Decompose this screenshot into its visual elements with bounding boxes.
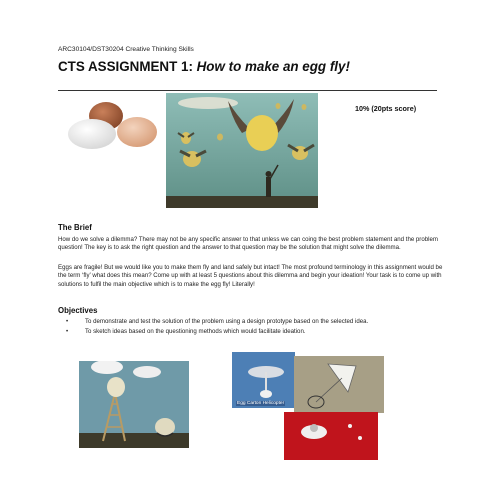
egg-on-ladder bbox=[107, 377, 125, 397]
course-code: ARC30104/DST30204 Creative Thinking Skills bbox=[58, 46, 194, 53]
egg-craft-collage bbox=[232, 352, 384, 460]
objectives-heading: Objectives bbox=[58, 306, 98, 315]
page-title bbox=[58, 59, 350, 74]
brown-egg-right bbox=[117, 117, 157, 147]
title-divider bbox=[58, 90, 437, 91]
objectives-list bbox=[66, 318, 426, 339]
objective-text: To sketch ideas based on the questioning methods which would facilitate ideation. bbox=[85, 328, 306, 336]
list-item bbox=[66, 328, 426, 336]
list-item bbox=[66, 318, 426, 326]
score-label: 10% (20pts score) bbox=[355, 104, 417, 113]
bullet-icon: • bbox=[66, 328, 69, 336]
brief-heading: The Brief bbox=[58, 223, 92, 232]
collage-caption: Egg Carton Helicopter bbox=[237, 401, 285, 406]
three-eggs-image bbox=[60, 100, 160, 152]
brief-paragraph-2: Eggs are fragile! But we would like you to make them fly and land safely but intact! The most profound terminology in this assignment would be the term ‘fly’ what does this mean? Come up with at least 5 questions about this dilemma and begin your ideation! Your task is to come up with solutions to fulfil the main objective which is to make the egg fly! Literally! bbox=[58, 264, 443, 288]
flying-eggs-painting bbox=[166, 93, 318, 208]
objective-text: To demonstrate and test the solution of the problem using a design prototype based on the selected idea. bbox=[85, 318, 369, 325]
ladder-egg-image bbox=[79, 361, 189, 448]
brief-paragraph-1: How do we solve a dilemma? There may not be any specific answer to that unless we can coing the best problem statement and the problem question! The key is to ask the right question and the answer to that question may be the solution that might solve the dilemma. bbox=[58, 236, 438, 252]
winged-egg bbox=[246, 115, 278, 151]
title-italic: How to make an egg fly! bbox=[196, 59, 350, 74]
title-prefix: CTS ASSIGNMENT 1: bbox=[58, 59, 197, 74]
bullet-icon: • bbox=[66, 318, 69, 325]
white-egg bbox=[68, 119, 116, 149]
